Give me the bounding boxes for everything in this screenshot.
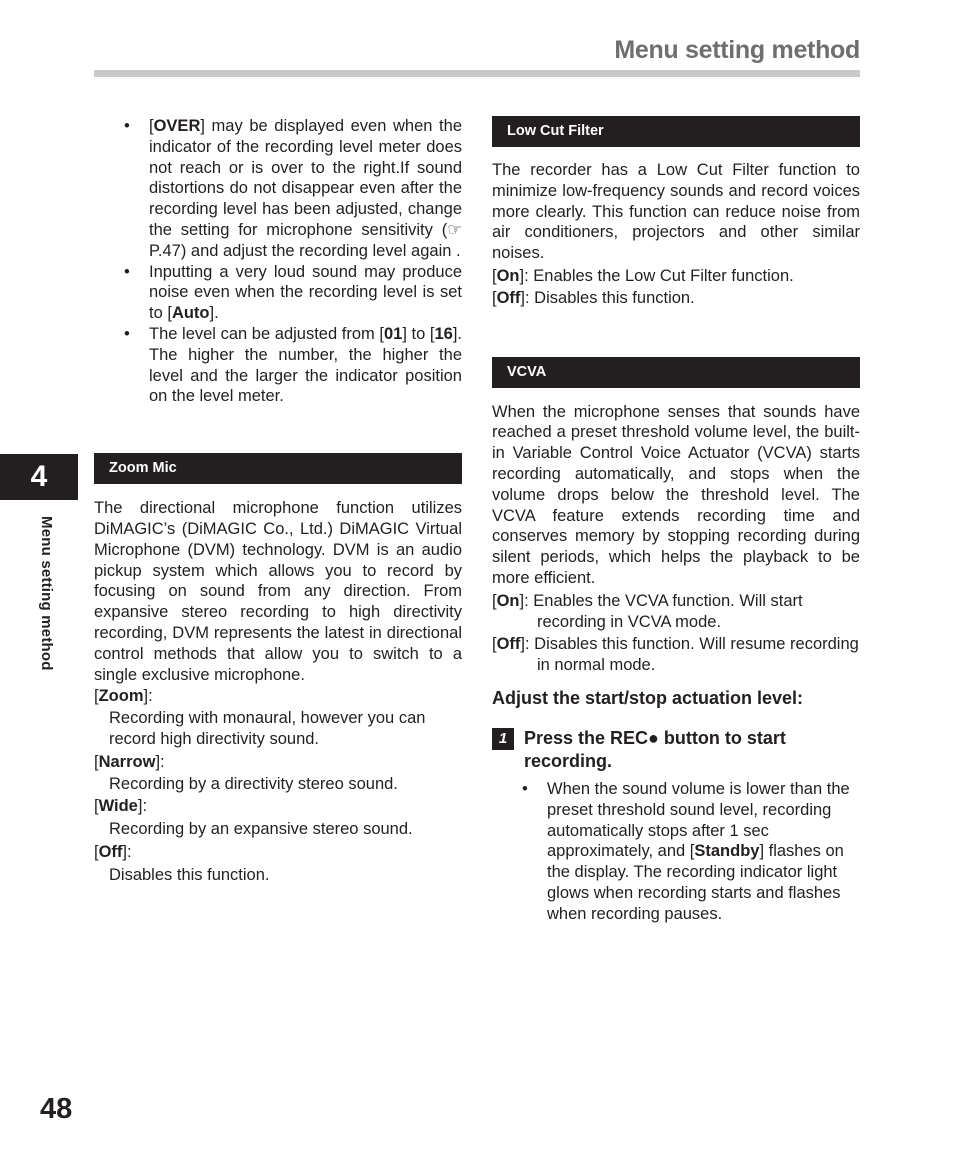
chapter-tab: 4 bbox=[0, 454, 78, 500]
step-number-badge: 1 bbox=[492, 728, 514, 750]
vcva-heading: VCVA bbox=[492, 357, 860, 388]
right-column bbox=[492, 116, 860, 925]
vcva-off-option: [Off]: Disables this function. Will resume recording in normal mode. bbox=[492, 635, 859, 675]
auto-label: Auto bbox=[171, 304, 210, 323]
option-name: Wide bbox=[98, 797, 138, 816]
zoom-options: [Zoom]: Recording with monaural, however you can record high directivity sound. [Narrow]: Recording by a directivity stereo sound. [Wide]: Recording by an expansive stereo sound. [Off]: Disables this function. bbox=[94, 686, 462, 885]
list-item: • When the sound volume is lower than the preset threshold sound level, recording automatically stops after 1 sec approximately, and [Standby] flashes on the display. The recording indicator light glows when recording starts and flashes when recording pauses. bbox=[492, 779, 860, 925]
option-description: Recording with monaural, however you can record high directivity sound. bbox=[109, 709, 426, 748]
header-rule bbox=[94, 70, 860, 77]
step-instruction: Press the REC● button to start recording. bbox=[524, 727, 786, 771]
option-description: Recording by a directivity stereo sound. bbox=[109, 774, 398, 793]
standby-label: Standby bbox=[694, 842, 760, 861]
zoom-mic-heading: Zoom Mic bbox=[94, 453, 462, 484]
page-header-title: Menu setting method bbox=[614, 36, 860, 64]
level-notes-list bbox=[94, 116, 462, 407]
option-name: Off bbox=[98, 842, 123, 861]
adjust-level-heading: Adjust the start/stop actuation level: bbox=[492, 687, 804, 708]
vcva-description: When the microphone senses that sounds have reached a preset threshold volume level, the built-in Variable Control Voice Actuator (VCVA) starts recording automatically, and stops when the volume drops below the threshold level. The VCVA feature extends recording time and conserves memory by stopping recording during silent periods, which helps the playback to be more efficient. bbox=[492, 402, 860, 587]
zoom-mic-description: The directional microphone function utilizes DiMAGIC’s (DiMAGIC Co., Ltd.) DiMAGIC Virtual Microphone (DVM) technology. DVM is an audio pickup system which allows you to record by focusing on sound from any direction. From expansive stereo recording to high directivity recording, DVM represents the latest in directional control methods that allow you to switch to a single exclusive microphone. bbox=[94, 499, 462, 684]
option-description: Disables this function. bbox=[109, 865, 270, 884]
low-cut-off-option: [Off]: Disables this function. bbox=[492, 288, 695, 307]
over-label: OVER bbox=[153, 117, 201, 135]
option-name: Narrow bbox=[98, 752, 156, 771]
low-cut-on-option: [On]: Enables the Low Cut Filter function. bbox=[492, 266, 794, 285]
option-name: Zoom bbox=[98, 687, 144, 706]
low-cut-filter-heading: Low Cut Filter bbox=[492, 116, 860, 147]
step-1-notes bbox=[492, 779, 860, 925]
option-description: Recording by an expansive stereo sound. bbox=[109, 820, 413, 839]
list-item: • Inputting a very loud sound may produce noise even when the recording level is set to [Auto]. bbox=[94, 262, 462, 324]
side-section-label: Menu setting method bbox=[38, 516, 55, 671]
low-cut-filter-description: The recorder has a Low Cut Filter function to minimize low-frequency sounds and record voices more clearly. This function can reduce noise from air conditioners, projectors and other similar noises. bbox=[492, 161, 860, 263]
left-column bbox=[94, 116, 462, 886]
vcva-on-option: [On]: Enables the VCVA function. Will start recording in VCVA mode. bbox=[492, 591, 803, 631]
list-item: • [OVER] may be displayed even when the indicator of the recording level meter does not reach or is over to the right.If sound distortions do not disappear even after the recording level has been adjusted, change the setting for microphone sensitivity (☞ P.47) and adjust the recording level again . bbox=[94, 116, 462, 262]
page-number: 48 bbox=[40, 1093, 73, 1125]
step-1 bbox=[492, 727, 860, 773]
list-item: • The level can be adjusted from [01] to [16]. The higher the number, the higher the level and the larger the indicator position on the level meter. bbox=[94, 324, 462, 407]
